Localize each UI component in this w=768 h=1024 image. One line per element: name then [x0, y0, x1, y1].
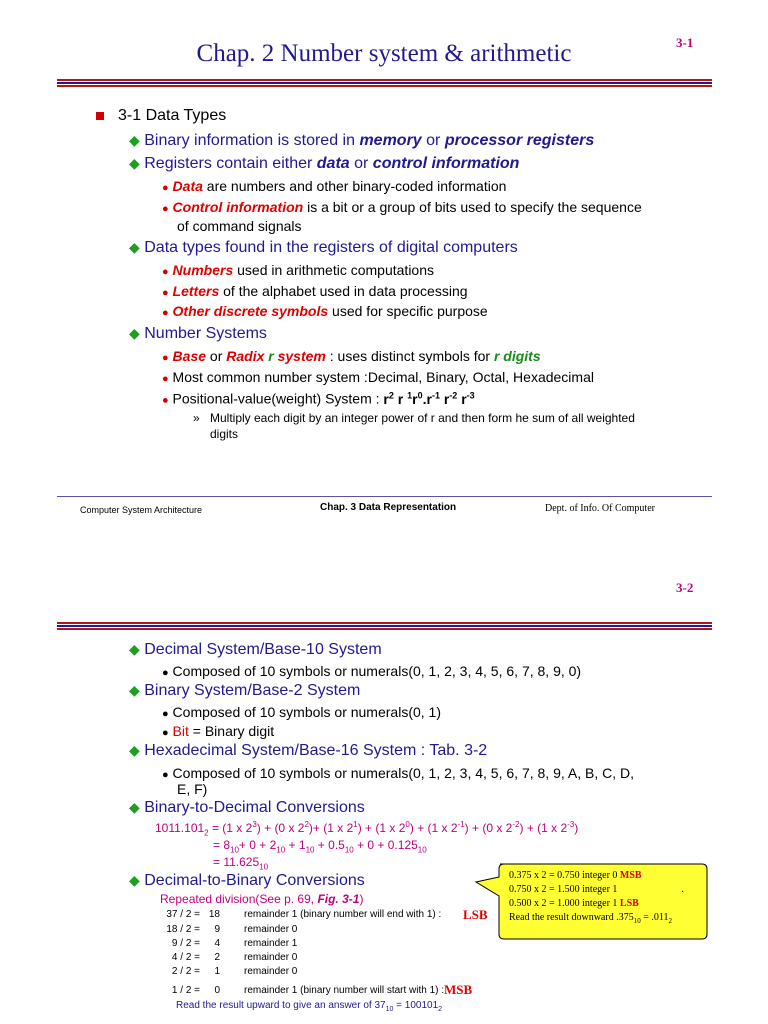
- title-rule: [57, 79, 712, 87]
- bullet-data-types: ◆ Data types found in the registers of digital computers: [129, 239, 518, 256]
- bullet-memory: ◆ Binary information is stored in memory or processor registers: [129, 132, 595, 149]
- sub-numbers: ● Numbers used in arithmetic computations: [162, 262, 434, 278]
- division-row: 4 / 2 = 2 remainder 0: [171, 952, 298, 963]
- sub-decimal: ● Composed of 10 symbols or numerals(0, 1, 2, 3, 4, 5, 6, 7, 8, 9, 0): [162, 663, 582, 679]
- title-rule-2: [57, 622, 712, 630]
- sub-positional-value: ● Positional-value(weight) System : $r^2$ r $^1r^0.r^{-1}$ $r^{-2}$ $r^{-3}$: [162, 390, 475, 407]
- dot-bullet-icon: ●: [162, 307, 169, 319]
- repeated-division-note: Repeated division(See p. 69, Fig. 3-1): [160, 892, 364, 906]
- diamond-bullet-icon: ◆: [129, 641, 140, 657]
- dot-bullet-icon: ●: [162, 394, 169, 407]
- sub-control-information: ● Control information is a bit or a group of bits used to specify the sequence: [162, 199, 642, 215]
- sub-base-radix: ● Base or Radix r system : uses distinct symbols for r digits: [162, 348, 541, 364]
- sub-hexadecimal-cont: E, F): [177, 781, 208, 797]
- diamond-bullet-icon: ◆: [129, 325, 140, 341]
- detail-text-cont: digits: [210, 427, 239, 441]
- conversion-line-1: $1011.101_2 = (1$ x $2^3) + (0$ x $2^2)+ (1$ x $2^1) + (1$ x $2^0) + (1$ x $2^{-1}) + (0$ x $2^{-2}) + (1$ x $2^{-3}$): [155, 820, 579, 838]
- footer-right: Dept. of Info. Of Computer: [545, 503, 655, 514]
- callout-line-1: 0.375 x 2 = 0.750 integer 0 MSB: [509, 870, 642, 881]
- section-heading: 3-1 Data Types: [96, 107, 226, 125]
- conversion-line-3: = $11.625_{10}$: [213, 855, 269, 872]
- bullet-binary-to-decimal: ◆ Binary-to-Decimal Conversions: [129, 799, 365, 816]
- footer-rule: [57, 496, 712, 497]
- detail-arrow: »: [193, 411, 200, 425]
- bullet-binary: ◆ Binary System/Base-2 System: [129, 682, 361, 699]
- bullet-decimal-to-binary: ◆ Decimal-to-Binary Conversions: [129, 872, 365, 889]
- division-row: 18 / 2 = 9 remainder 0: [166, 924, 298, 935]
- page-title: Chap. 2 Number system & arithmetic: [196, 40, 572, 67]
- diamond-bullet-icon: ◆: [129, 239, 140, 255]
- dot-bullet-icon: ●: [162, 667, 169, 679]
- sub-discrete-symbols: ● Other discrete symbols used for specific purpose: [162, 303, 488, 319]
- callout-line-2: 0.750 x 2 = 1.500 integer 1 .: [509, 884, 684, 895]
- conversion-line-2: = $8_{10}+ 0 + 2_{10} + 1_{10} + 0.5_{10} + 0 + 0.125_{10}$: [213, 838, 427, 855]
- division-result: Read the result upward to give an answer of $37_{10} = 100101_2$: [176, 1000, 443, 1013]
- diamond-bullet-icon: ◆: [129, 682, 140, 698]
- footer-center: Chap. 3 Data Representation: [320, 502, 457, 513]
- sub-letters: ● Letters of the alphabet used in data processing: [162, 283, 468, 299]
- division-row: 1 / 2 = 0 remainder 1 (binary number will start with 1) : MSB: [171, 982, 473, 997]
- sub-bit: ● Bit = Binary digit: [162, 723, 275, 739]
- sub-common-systems: ● Most common number system :Decimal, Binary, Octal, Hexadecimal: [162, 369, 594, 385]
- dot-bullet-icon: ●: [162, 708, 169, 720]
- bullet-hexadecimal: ◆ Hexadecimal System/Base-16 System : Tab. 3-2: [129, 742, 488, 759]
- dot-bullet-icon: ●: [162, 352, 169, 364]
- division-row: 2 / 2 = 1 remainder 0: [171, 966, 298, 977]
- page-number: 3-1: [676, 35, 694, 50]
- detail-text: Multiply each digit by an integer power of r and then form he sum of all weighted: [210, 411, 635, 425]
- division-row: 9 / 2 = 4 remainder 1: [171, 938, 298, 949]
- dot-bullet-icon: ●: [162, 266, 169, 278]
- dot-bullet-icon: ●: [162, 287, 169, 299]
- bullet-registers: ◆ Registers contain either data or control information: [129, 155, 520, 172]
- footer-left: Computer System Architecture: [80, 505, 203, 515]
- sub-control-information-cont: of command signals: [177, 218, 302, 234]
- diamond-bullet-icon: ◆: [129, 132, 140, 148]
- diamond-bullet-icon: ◆: [129, 872, 140, 888]
- dot-bullet-icon: ●: [162, 203, 169, 215]
- dot-bullet-icon: ●: [162, 727, 169, 739]
- sub-data: ● Data are numbers and other binary-coded information: [162, 178, 507, 194]
- page-number-2: 3-2: [676, 580, 694, 595]
- bullet-number-systems: ◆ Number Systems: [129, 325, 267, 342]
- callout-line-4: Read the result downward $.375_{10} = .011_2$: [509, 912, 672, 925]
- division-row: 37 / 2 = 18 remainder 1 (binary number will end with 1) : LSB: [166, 907, 488, 922]
- callout-line-3: 0.500 x 2 = 1.000 integer 1 LSB: [509, 898, 639, 909]
- diamond-bullet-icon: ◆: [129, 799, 140, 815]
- square-bullet-icon: [96, 112, 104, 120]
- diamond-bullet-icon: ◆: [129, 742, 140, 758]
- bullet-decimal: ◆ Decimal System/Base-10 System: [129, 641, 382, 658]
- diamond-bullet-icon: ◆: [129, 155, 140, 171]
- dot-bullet-icon: ●: [162, 182, 169, 194]
- dot-bullet-icon: ●: [162, 373, 169, 385]
- division-table: [160, 909, 500, 999]
- callout-text: [509, 869, 684, 928]
- sub-hexadecimal: ● Composed of 10 symbols or numerals(0, 1, 2, 3, 4, 5, 6, 7, 8, 9, A, B, C, D,: [162, 765, 634, 781]
- sub-binary: ● Composed of 10 symbols or numerals(0, 1): [162, 704, 441, 720]
- dot-bullet-icon: ●: [162, 769, 169, 781]
